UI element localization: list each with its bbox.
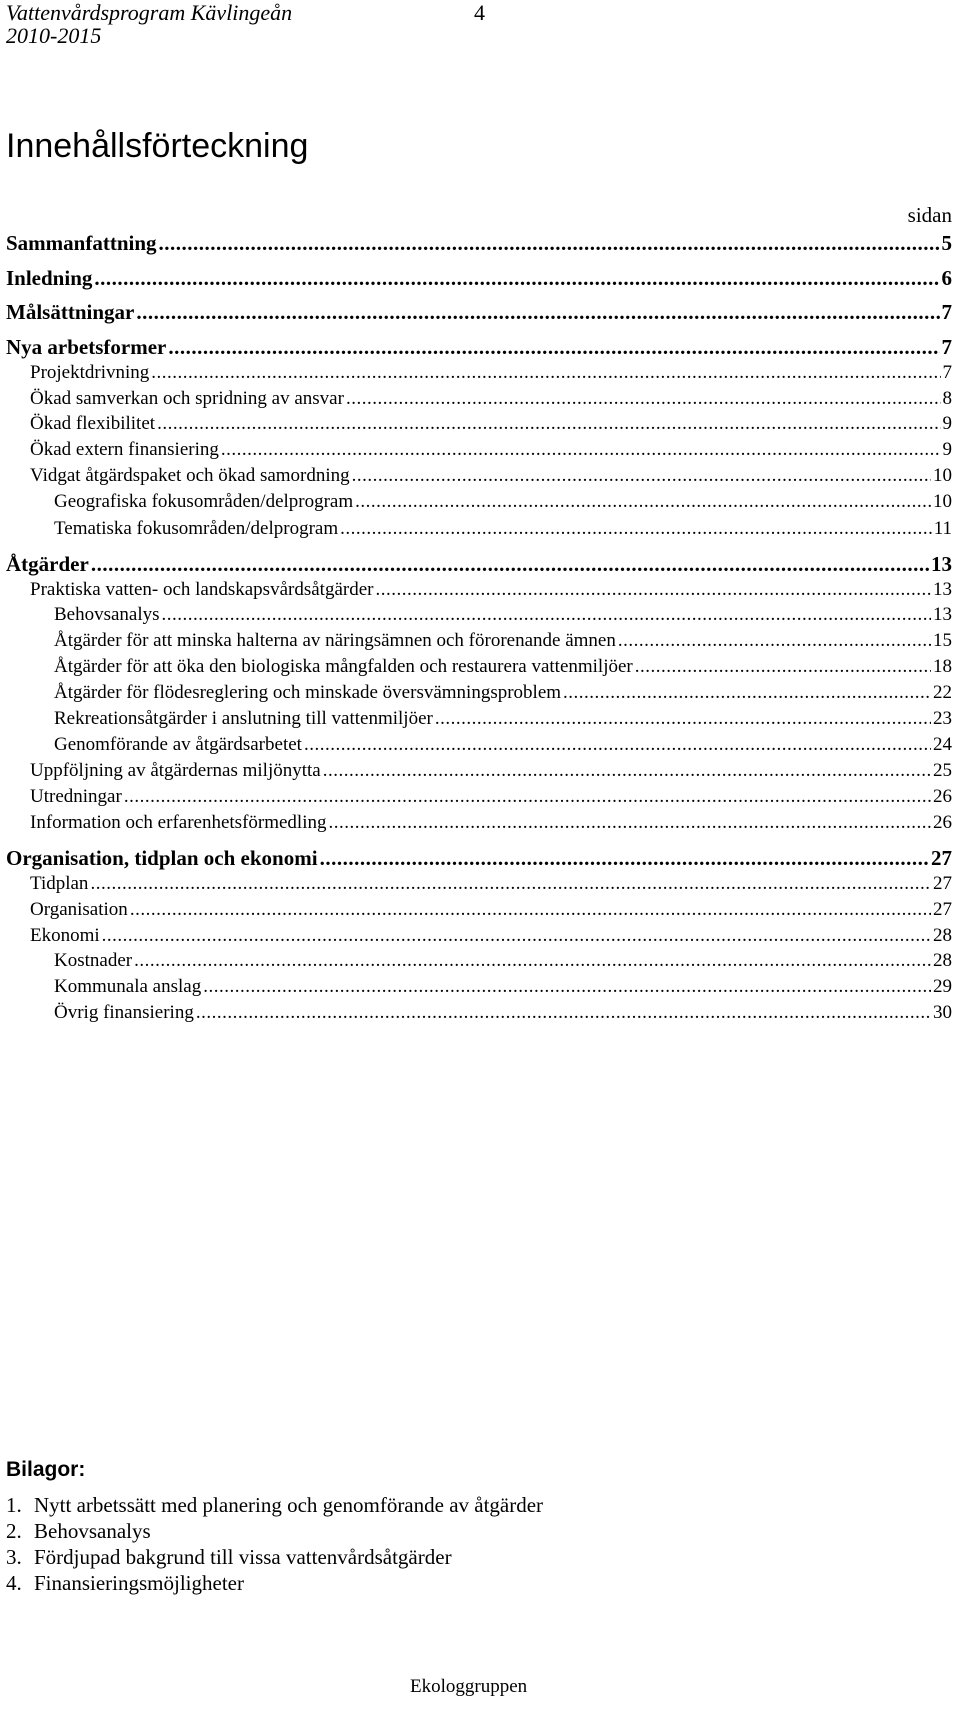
toc-entry-title: Tematiska fokusområden/delprogram <box>54 518 339 539</box>
toc-entry-title: Organisation, tidplan och ekonomi <box>6 846 318 870</box>
toc-entry[interactable] <box>30 439 952 465</box>
toc-entry-title: Åtgärder <box>6 552 89 576</box>
header-title: Vattenvårdsprogram Kävlingeån <box>6 0 293 25</box>
toc-entry-title: Genomförande av åtgärdsarbetet <box>54 734 302 755</box>
toc-entry[interactable] <box>30 812 952 838</box>
toc-entry[interactable] <box>54 604 952 630</box>
toc-entry-page: 23 <box>933 708 952 729</box>
toc-dot-leader <box>196 1002 931 1024</box>
toc-entry[interactable] <box>6 300 952 326</box>
toc-entry-title: Vidgat åtgärdspaket och ökad samordning <box>30 465 350 486</box>
appendix-number: 4. <box>6 1571 22 1595</box>
toc-dot-leader <box>320 846 929 871</box>
toc-entry-page: 7 <box>941 335 952 359</box>
toc-dot-leader <box>130 899 931 921</box>
toc-dot-leader <box>124 786 931 808</box>
toc-entry[interactable] <box>6 846 952 872</box>
toc-entry[interactable] <box>6 231 952 257</box>
toc-entry-page: 22 <box>933 682 952 703</box>
toc-entry-title: Ekonomi <box>30 925 100 946</box>
toc-entry[interactable] <box>30 760 952 786</box>
toc-entry[interactable] <box>6 266 952 292</box>
toc-dot-leader <box>168 335 939 360</box>
toc-entry-title: Åtgärder för att minska halterna av näringsämnen och förorenande ämnen <box>54 630 616 651</box>
toc-entry-title: Ökad extern finansiering <box>30 439 219 460</box>
toc-entry-page: 26 <box>933 786 952 807</box>
toc-entry[interactable] <box>54 976 952 1002</box>
toc-entry-page: 13 <box>933 579 952 600</box>
toc-entry-page: 27 <box>931 846 952 870</box>
toc-dot-leader <box>375 579 931 601</box>
appendices-title: Bilagor: <box>6 1458 86 1481</box>
header-page-number: 4 <box>474 0 485 25</box>
toc-entry-page: 18 <box>933 656 952 677</box>
toc-entry-page: 5 <box>941 231 952 255</box>
toc-entry-title: Sammanfattning <box>6 231 157 255</box>
toc-entry[interactable] <box>30 465 952 491</box>
toc-dot-leader <box>94 266 939 291</box>
toc-entry-title: Information och erfarenhetsförmedling <box>30 812 327 833</box>
toc-entry[interactable] <box>54 708 952 734</box>
toc-entry[interactable] <box>30 786 952 812</box>
header-years: 2010-2015 <box>6 23 102 48</box>
toc-entry-title: Projektdrivning <box>30 362 150 383</box>
toc-dot-leader <box>435 708 931 730</box>
footer-text: Ekologgruppen <box>410 1676 528 1697</box>
toc-dot-leader <box>340 518 932 540</box>
toc-dot-leader <box>346 388 941 410</box>
toc-dot-leader <box>323 760 931 782</box>
appendix-item <box>6 1518 543 1544</box>
toc-entry-title: Uppföljning av åtgärdernas miljönytta <box>30 760 321 781</box>
toc-entry-title: Kommunala anslag <box>54 976 202 997</box>
toc-entry-page: 10 <box>933 491 952 512</box>
toc-entry-title: Geografiska fokusområden/delprogram <box>54 491 354 512</box>
toc-entry-page: 27 <box>933 899 952 920</box>
toc-entry-page: 28 <box>933 925 952 946</box>
appendix-title: Fördjupad bakgrund till vissa vattenvårdsåtgärder <box>34 1545 452 1569</box>
toc-entry[interactable] <box>54 491 952 517</box>
toc-dot-leader <box>203 976 931 998</box>
toc-dot-leader <box>355 491 931 513</box>
toc-dot-leader <box>352 465 931 487</box>
toc-entry-page: 25 <box>933 760 952 781</box>
toc-entry-page: 27 <box>933 873 952 894</box>
toc-dot-leader <box>151 362 940 384</box>
appendix-number: 2. <box>6 1519 22 1543</box>
toc-entry[interactable] <box>30 873 952 899</box>
toc-entry-page: 28 <box>933 950 952 971</box>
appendix-number: 1. <box>6 1493 22 1517</box>
toc-entry-page: 7 <box>942 362 952 383</box>
toc-dot-leader <box>159 231 940 256</box>
toc-dot-leader <box>136 300 939 325</box>
toc-entry-page: 9 <box>942 413 952 434</box>
toc-entry-title: Utredningar <box>30 786 122 807</box>
toc-entry[interactable] <box>30 925 952 951</box>
toc-entry[interactable] <box>54 682 952 708</box>
toc-entry-page: 7 <box>941 300 952 324</box>
toc-dot-leader <box>221 439 941 461</box>
toc-dot-leader <box>157 413 940 435</box>
toc-entry-title: Behovsanalys <box>54 604 160 625</box>
appendix-title: Nytt arbetssätt med planering och genomförande av åtgärder <box>34 1493 544 1517</box>
toc-dot-leader <box>134 950 931 972</box>
toc-entry-title: Övrig finansiering <box>54 1002 194 1023</box>
toc-entry[interactable] <box>6 335 952 361</box>
toc-dot-leader <box>162 604 931 626</box>
toc-entry-page: 24 <box>933 734 952 755</box>
appendix-number: 3. <box>6 1545 22 1569</box>
toc-entry-page: 6 <box>941 266 952 290</box>
toc-entry[interactable] <box>54 1002 952 1028</box>
appendix-title: Finansieringsmöjligheter <box>34 1571 244 1595</box>
toc-dot-leader <box>618 630 931 652</box>
toc-entry-title: Målsättningar <box>6 300 135 324</box>
appendix-title: Behovsanalys <box>34 1519 151 1543</box>
toc-entry[interactable] <box>54 630 952 656</box>
toc-entry-page: 9 <box>942 439 952 460</box>
toc-entry[interactable] <box>54 656 952 682</box>
toc-dot-leader <box>91 552 929 577</box>
appendix-item <box>6 1544 543 1570</box>
toc-entry[interactable] <box>54 518 952 544</box>
toc-entry[interactable] <box>30 579 952 605</box>
toc-entry-page: 11 <box>933 518 952 539</box>
toc-entry-title: Inledning <box>6 266 93 290</box>
toc-entry-title: Nya arbetsformer <box>6 335 167 359</box>
toc-entry-title: Åtgärder för att öka den biologiska mångfalden och restaurera vattenmiljöer <box>54 656 633 677</box>
toc-entry-title: Rekreationsåtgärder i anslutning till vattenmiljöer <box>54 708 433 729</box>
toc-entry[interactable] <box>30 388 952 414</box>
toc-entry-page: 10 <box>933 465 952 486</box>
toc-entry-page: 26 <box>933 812 952 833</box>
toc-entry-title: Organisation <box>30 899 128 920</box>
toc-dot-leader <box>563 682 931 704</box>
appendices-list <box>6 1492 543 1596</box>
toc-entry[interactable] <box>30 899 952 925</box>
toc-entry-page: 30 <box>933 1002 952 1023</box>
toc-entry-page: 13 <box>933 604 952 625</box>
toc-entry-title: Ökad flexibilitet <box>30 413 156 434</box>
toc-entry[interactable] <box>30 413 952 439</box>
toc-entry[interactable] <box>6 552 952 578</box>
toc-entry-page: 13 <box>931 552 952 576</box>
toc-entry[interactable] <box>30 362 952 388</box>
toc-entry[interactable] <box>54 950 952 976</box>
toc-dot-leader <box>102 925 931 947</box>
toc-heading: Innehållsförteckning <box>6 127 309 165</box>
toc-dot-leader <box>635 656 931 678</box>
toc-entry-title: Åtgärder för flödesreglering och minskade översvämningsproblem <box>54 682 562 703</box>
toc-entry-title: Ökad samverkan och spridning av ansvar <box>30 388 344 409</box>
toc-entry[interactable] <box>54 734 952 760</box>
toc-dot-leader <box>304 734 931 756</box>
appendix-item <box>6 1492 543 1518</box>
toc-dot-leader <box>90 873 931 895</box>
appendix-item <box>6 1570 543 1596</box>
page-column-label: sidan <box>907 203 952 227</box>
toc-entry-page: 8 <box>942 388 952 409</box>
toc-entry-title: Praktiska vatten- och landskapsvårdsåtgärder <box>30 579 374 600</box>
toc-entry-title: Kostnader <box>54 950 133 971</box>
toc-dot-leader <box>329 812 932 834</box>
toc-entry-title: Tidplan <box>30 873 89 894</box>
toc-entry-page: 29 <box>933 976 952 997</box>
toc-entry-page: 15 <box>933 630 952 651</box>
